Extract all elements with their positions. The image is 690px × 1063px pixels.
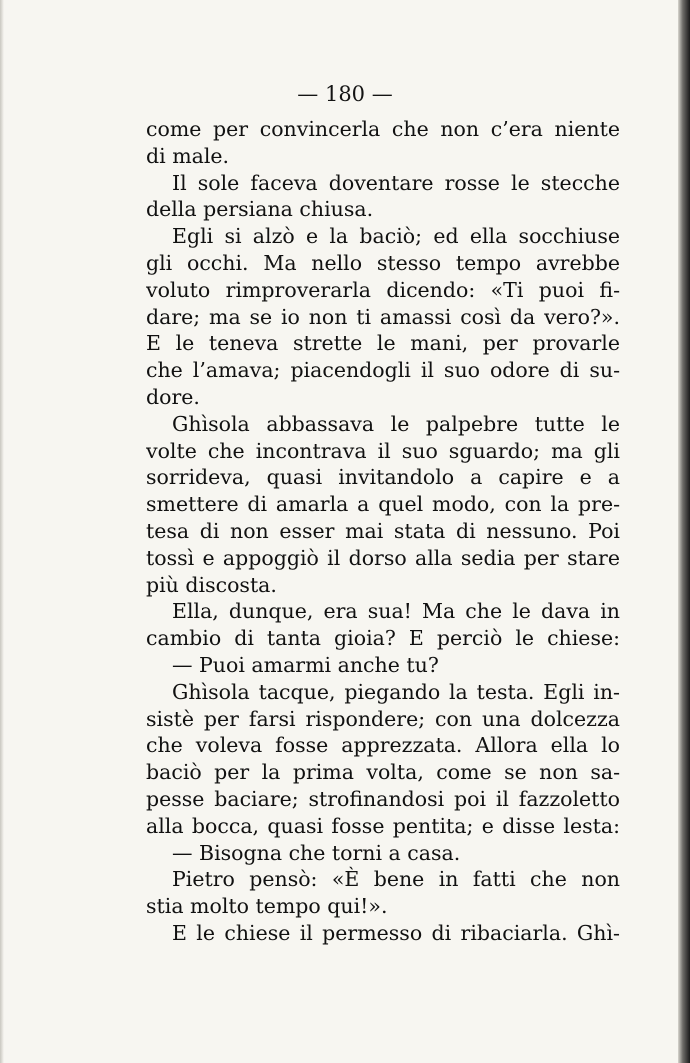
body-text xyxy=(146,116,620,947)
page-number: — 180 — xyxy=(297,82,393,106)
text-line: Pietro pensò: «È bene in fatti che non xyxy=(172,867,620,892)
text-line: che l’amava; piacendogli il suo odore di su- xyxy=(146,358,620,383)
text-line: stia molto tempo qui!». xyxy=(146,894,388,919)
text-line: della persiana chiusa. xyxy=(146,197,374,222)
text-line: E le chiese il permesso di ribaciarla. Ghì- xyxy=(172,920,620,945)
text-line: tesa di non esser mai stata di nessuno. Poi xyxy=(146,518,620,543)
text-line: dare; ma se io non ti amassi così da vero?». xyxy=(146,304,620,329)
text-line: Ella, dunque, era sua! Ma che le dava in xyxy=(172,599,620,624)
page-right-edge-shadow xyxy=(678,0,690,1063)
text-line: E le teneva strette le mani, per provarle xyxy=(146,331,620,356)
text-line: come per convincerla che non c’era niente xyxy=(146,117,620,141)
text-line: gli occhi. Ma nello stesso tempo avrebbe xyxy=(146,250,620,275)
page-left-edge xyxy=(0,0,4,1063)
text-line: pesse baciare; strofinandosi poi il fazzoletto xyxy=(146,786,620,811)
text-line: voluto rimproverarla dicendo: «Ti puoi fi- xyxy=(146,277,620,302)
text-line: Ghìsola tacque, piegando la testa. Egli in- xyxy=(172,679,620,704)
text-line: sistè per farsi rispondere; con una dolcezza xyxy=(146,706,620,731)
text-line: che voleva fosse apprezzata. Allora ella lo xyxy=(146,733,620,758)
text-line: — Puoi amarmi anche tu? xyxy=(172,652,439,677)
text-line: — Bisogna che torni a casa. xyxy=(172,840,461,865)
text-line: Il sole faceva doventare rosse le stecche xyxy=(172,170,620,195)
text-line: smettere di amarla a quel modo, con la pre- xyxy=(146,492,620,517)
text-line: Egli si alzò e la baciò; ed ella socchiuse xyxy=(172,224,620,249)
text-line: di male. xyxy=(146,143,230,168)
text-line: sorrideva, quasi invitandolo a capire e a xyxy=(146,465,620,490)
text-line: Ghìsola abbassava le palpebre tutte le xyxy=(172,411,620,436)
text-line: dore. xyxy=(146,384,200,409)
text-line: volte che incontrava il suo sguardo; ma gli xyxy=(146,438,620,463)
text-line: tossì e appoggiò il dorso alla sedia per stare xyxy=(146,545,620,570)
text-line: più discosta. xyxy=(146,572,277,597)
text-line: alla bocca, quasi fosse pentita; e disse lesta: xyxy=(146,813,620,838)
text-line: baciò per la prima volta, come se non sa- xyxy=(146,760,620,785)
text-line: cambio di tanta gioia? E perciò le chiese: xyxy=(146,626,620,651)
